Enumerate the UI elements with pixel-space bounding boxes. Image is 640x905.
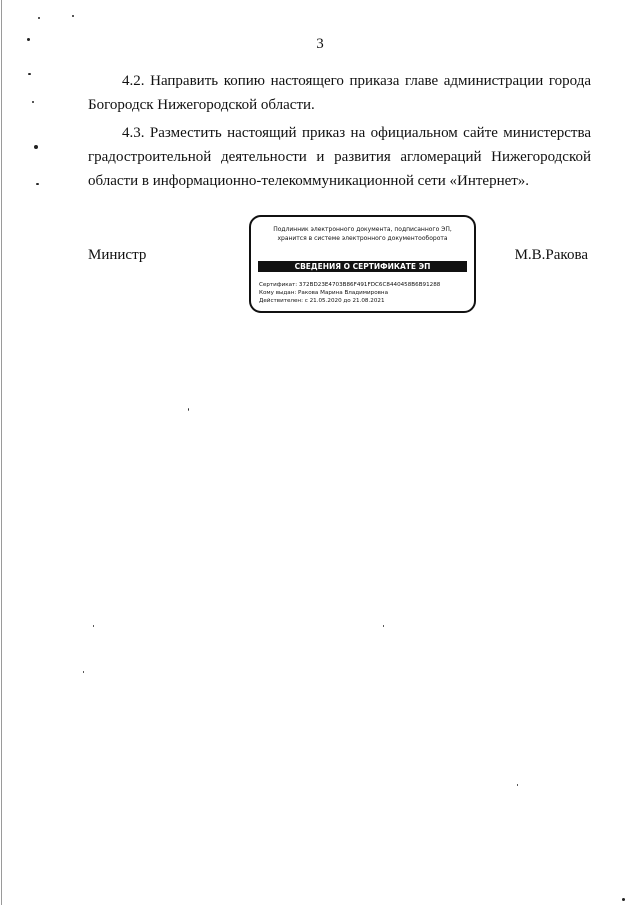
stamp-validity: Действителен: с 21.05.2020 до 21.08.2021 — [259, 298, 385, 304]
stamp-header — [251, 225, 474, 243]
scan-speck — [93, 625, 94, 627]
scan-speck — [83, 671, 84, 673]
paragraph-4-2-text: 4.2. Направить копию настоящего приказа главе администрации города Богородск Нижегородской области. — [88, 73, 591, 113]
stamp-certificate: Сертификат: 372BD23E4703B86F491FDC6C8440458B6B91288 — [259, 282, 441, 288]
scan-edge-line — [1, 0, 2, 905]
scan-speck — [28, 73, 31, 75]
stamp-header-line-2: хранится в системе электронного документооборота — [277, 235, 448, 242]
scan-speck — [36, 183, 39, 185]
paragraph-4-3 — [88, 121, 591, 193]
electronic-signature-stamp — [249, 215, 476, 313]
stamp-title-bar: СВЕДЕНИЯ О СЕРТИФИКАТЕ ЭП — [258, 261, 467, 272]
scan-speck — [517, 784, 518, 786]
scan-speck — [32, 101, 34, 103]
page-number: 3 — [316, 36, 324, 52]
paragraph-4-3-text: 4.3. Разместить настоящий приказ на официальном сайте министерства градостроительной деятельности и развития агломераций Нижегородской области в информационно-телекоммуникационной сети «Интернет». — [88, 125, 591, 189]
stamp-issued-to: Кому выдан: Ракова Марина Владимировна — [259, 290, 388, 296]
scan-speck — [72, 15, 74, 17]
scan-speck — [383, 625, 384, 627]
signer-name: М.В.Ракова — [514, 247, 588, 263]
stamp-header-line-1: Подлинник электронного документа, подписанного ЭП, — [273, 226, 452, 233]
paragraph-4-2 — [88, 69, 591, 117]
scan-speck — [34, 145, 38, 149]
signer-title: Министр — [88, 247, 147, 263]
scan-speck — [38, 17, 40, 19]
scan-speck — [188, 408, 189, 411]
scan-speck — [622, 898, 625, 901]
